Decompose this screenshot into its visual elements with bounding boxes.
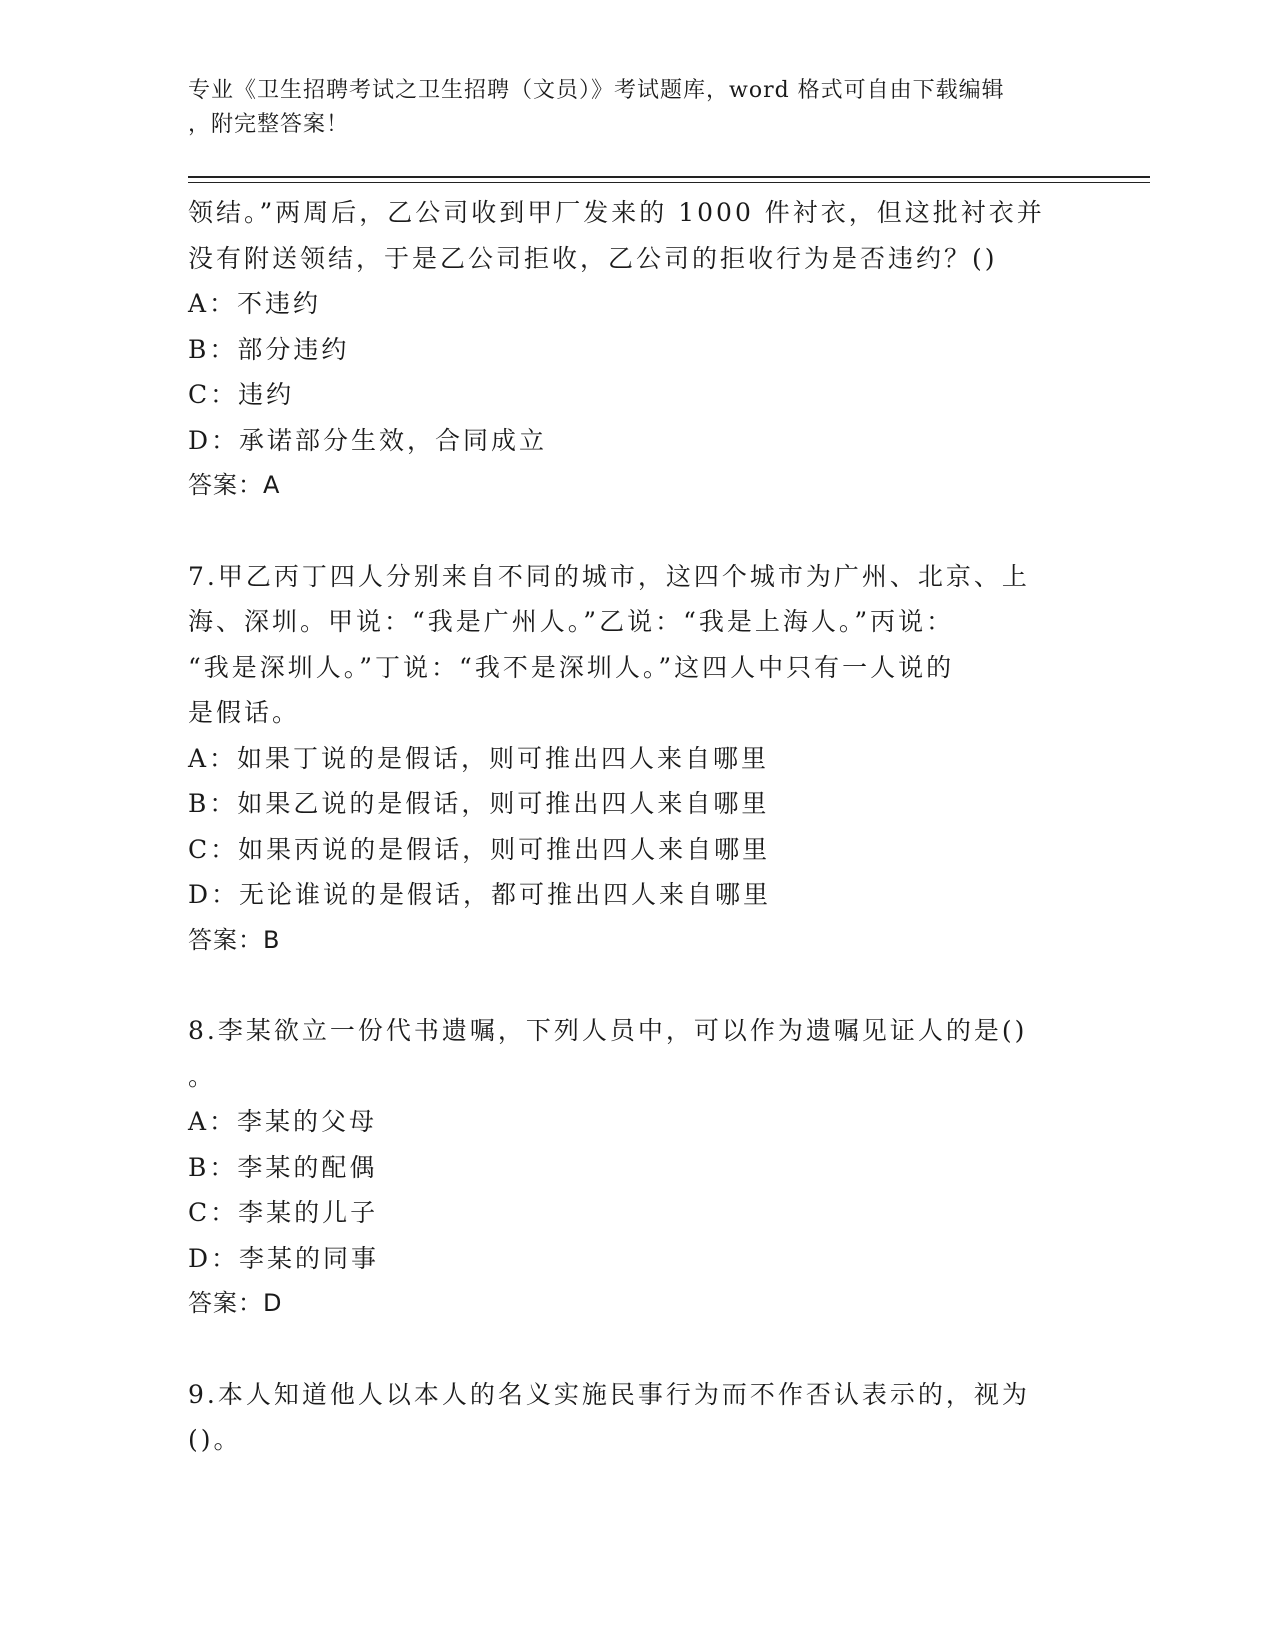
header-divider-thin xyxy=(188,182,1150,183)
header-line-1: 专业《卫生招聘考试之卫生招聘（文员）》考试题库，word 格式可自由下载编辑 xyxy=(188,78,1005,103)
question-text-line: “我是深圳人。”丁说：“我不是深圳人。”这四人中只有一人说的 xyxy=(188,652,955,682)
option-c: C：如果丙说的是假话，则可推出四人来自哪里 xyxy=(188,834,771,864)
document-body xyxy=(188,190,1088,1463)
question-text-line: 7.甲乙丙丁四人分别来自不同的城市，这四个城市为广州、北京、上 xyxy=(188,561,1030,591)
page-header xyxy=(188,74,1068,142)
option-b: B：部分违约 xyxy=(188,334,350,364)
option-b: B：如果乙说的是假话，则可推出四人来自哪里 xyxy=(188,789,770,818)
question-text-line: 海、深圳。甲说：“我是广州人。”乙说：“我是上海人。”丙说： xyxy=(188,607,955,636)
question-8 xyxy=(188,1008,1088,1327)
option-a: A：李某的父母 xyxy=(188,1107,378,1136)
question-text-line: 。 xyxy=(188,1061,217,1091)
header-divider-thick xyxy=(188,176,1150,178)
option-d: D：承诺部分生效，合同成立 xyxy=(188,425,548,455)
question-text-line: 是假话。 xyxy=(188,698,301,727)
spacer xyxy=(188,509,1088,554)
answer-label: 答案：A xyxy=(188,471,281,499)
option-d: D：无论谁说的是假话，都可推出四人来自哪里 xyxy=(188,880,772,909)
question-text-line: 没有附送领结，于是乙公司拒收，乙公司的拒收行为是否违约？() xyxy=(188,243,998,273)
option-b: B：李某的配偶 xyxy=(188,1152,378,1182)
option-a: A：如果丁说的是假话，则可推出四人来自哪里 xyxy=(188,743,770,773)
question-text-line: 8.李某欲立一份代书遗嘱，下列人员中，可以作为遗嘱见证人的是() xyxy=(188,1016,1028,1045)
question-7 xyxy=(188,554,1088,964)
option-c: C：违约 xyxy=(188,380,295,409)
spacer xyxy=(188,963,1088,1008)
answer-label: 答案：D xyxy=(188,1289,283,1317)
spacer xyxy=(188,1327,1088,1372)
option-c: C：李某的儿子 xyxy=(188,1198,379,1227)
question-text-line: 9.本人知道他人以本人的名义实施民事行为而不作否认表示的，视为 xyxy=(188,1379,1030,1409)
question-text-line: 领结。”两周后，乙公司收到甲厂发来的 1000 件衬衣，但这批衬衣并 xyxy=(188,198,1045,227)
option-d: D：李某的同事 xyxy=(188,1243,380,1273)
answer-label: 答案：B xyxy=(188,925,281,954)
question-9 xyxy=(188,1372,1088,1463)
question-text-line: ()。 xyxy=(188,1425,242,1454)
header-line-2: ，附完整答案！ xyxy=(188,112,350,137)
question-6 xyxy=(188,190,1088,509)
option-a: A：不违约 xyxy=(188,289,322,318)
